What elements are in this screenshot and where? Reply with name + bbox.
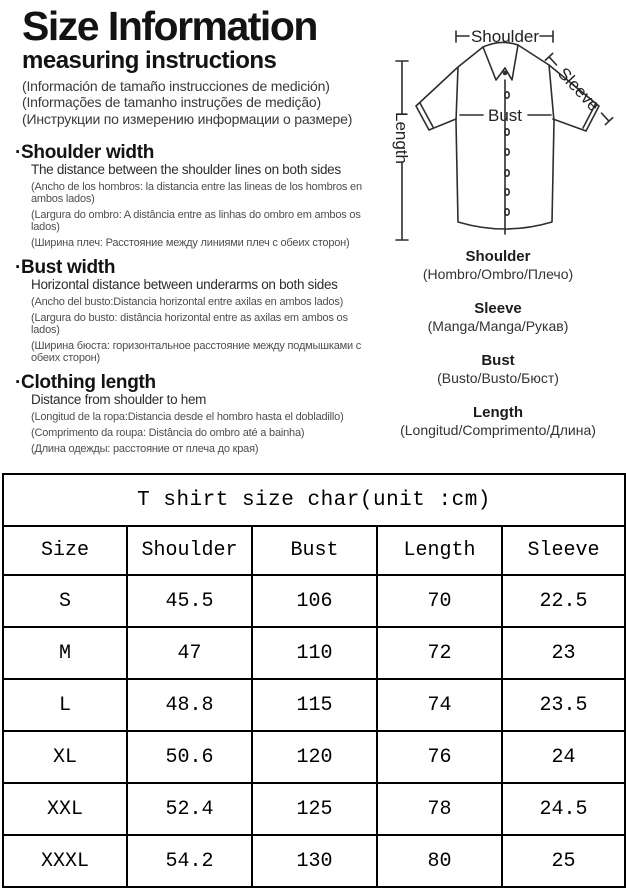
shirt-collar-left-lapel [483, 47, 505, 80]
legend-label: Sleeve [474, 300, 522, 317]
measurement-legend [372, 248, 624, 456]
size-cell: XXL [3, 783, 127, 835]
column-header-size: Size [3, 526, 127, 575]
column-header-length: Length [377, 526, 502, 575]
section-translation-pt: (Comprimento da roupa: Distância do ombro até a bainha) [31, 426, 305, 439]
shoulder-cell: 52.4 [127, 783, 252, 835]
section-translation-ru: (Длина одежды: расстояние от плеча до края) [31, 442, 259, 455]
sleeve-diagram-label: Sleeve [553, 63, 604, 115]
shirt-button [505, 170, 509, 176]
size-cell: XXXL [3, 835, 127, 887]
bullet-icon: · [15, 141, 22, 163]
shirt-button [505, 189, 509, 195]
legend-translation: (Manga/Manga/Рукав) [427, 318, 569, 334]
legend-translation: (Longitud/Comprimento/Длина) [400, 422, 596, 438]
shirt-left-sleeve [416, 67, 458, 130]
bust-diagram-label: Bust [487, 106, 523, 125]
table-row-l [3, 679, 625, 731]
section-translation-ru: (Ширина плеч: Расстояние между линиями плеч с обеих сторон) [31, 236, 350, 249]
legend-item-length [372, 404, 624, 439]
section-translation-es: (Ancho del busto:Distancia horizontal entre axilas en ambos lados) [31, 295, 344, 308]
size-cell: L [3, 679, 127, 731]
shoulder-cell: 47 [127, 627, 252, 679]
legend-item-bust [372, 352, 624, 387]
table-row-m [3, 627, 625, 679]
title-translation-ru: (Инструкции по измерению информации о размере) [22, 110, 353, 127]
title-translation-es: (Información de tamaño instrucciones de medición) [22, 78, 330, 94]
shoulder-cell: 50.6 [127, 731, 252, 783]
section-description: Horizontal distance between underarms on both sides [31, 276, 338, 292]
length-cell: 76 [377, 731, 502, 783]
shirt-button [505, 149, 509, 155]
bust-cell: 106 [252, 575, 377, 627]
legend-label: Shoulder [465, 248, 531, 265]
size-table-title-row [3, 474, 625, 526]
legend-item-sleeve [372, 300, 624, 335]
shoulder-cell: 48.8 [127, 679, 252, 731]
section-heading-text: Shoulder width [21, 141, 155, 163]
length-cell: 80 [377, 835, 502, 887]
section-shoulder-width [15, 141, 372, 249]
length-cell: 70 [377, 575, 502, 627]
column-header-bust: Bust [252, 526, 377, 575]
shirt-diagram-svg [372, 26, 626, 250]
section-description: The distance between the shoulder lines on both sides [31, 161, 341, 177]
section-translation-es: (Ancho de los hombros: la distancia entre las lineas de los hombros en ambos lados) [31, 180, 362, 205]
shirt-button [505, 92, 509, 98]
sleeve-cell: 23 [502, 627, 625, 679]
sleeve-cell: 24.5 [502, 783, 625, 835]
section-heading-text: Bust width [21, 256, 116, 278]
bust-cell: 125 [252, 783, 377, 835]
sleeve-cell: 23.5 [502, 679, 625, 731]
length-cell: 78 [377, 783, 502, 835]
section-bust-width [15, 256, 372, 364]
size-cell: M [3, 627, 127, 679]
section-description: Distance from shoulder to hem [31, 391, 207, 407]
section-translation-pt: (Largura do busto: distância horizontal entre as axilas em ambos os lados) [31, 311, 348, 336]
table-row-xxl [3, 783, 625, 835]
length-cell: 72 [377, 627, 502, 679]
size-table [2, 473, 626, 888]
legend-translation: (Busto/Busto/Бюст) [437, 370, 559, 386]
table-row-s [3, 575, 625, 627]
title-translation-pt: (Informações de tamanho instruções de medição) [22, 94, 321, 111]
shoulder-cell: 45.5 [127, 575, 252, 627]
shirt-button [505, 129, 509, 135]
section-clothing-length [15, 371, 372, 455]
sleeve-cell: 22.5 [502, 575, 625, 627]
sleeve-cell: 24 [502, 731, 625, 783]
section-translation-pt: (Largura do ombro: A distância entre as linhas do ombro em ambos os lados) [31, 208, 361, 233]
bullet-icon: · [15, 256, 22, 278]
section-heading [15, 256, 372, 278]
column-header-sleeve: Sleeve [502, 526, 625, 575]
bust-cell: 115 [252, 679, 377, 731]
page-title: Size Information [22, 3, 317, 49]
legend-translation: (Hombro/Ombro/Плечо) [422, 266, 574, 282]
sleeve-cell: 25 [502, 835, 625, 887]
instructions-column [15, 3, 372, 455]
column-header-shoulder: Shoulder [127, 526, 252, 575]
section-heading [15, 141, 372, 163]
length-cell: 74 [377, 679, 502, 731]
shirt-left-cuff-line [420, 103, 433, 127]
bullet-icon: · [15, 371, 22, 393]
shirt-collar-right-lapel [505, 45, 518, 80]
bust-cell: 130 [252, 835, 377, 887]
size-table-header-row [3, 526, 625, 575]
size-cell: XL [3, 731, 127, 783]
table-row-xxxl [3, 835, 625, 887]
table-row-xl [3, 731, 625, 783]
legend-label: Length [473, 404, 523, 421]
section-translation-ru: (Ширина бюста: горизонтальное расстояние между подмышками с обеих сторон) [31, 339, 362, 364]
legend-item-shoulder [372, 248, 624, 283]
shirt-collar-button [504, 72, 507, 75]
bust-cell: 110 [252, 627, 377, 679]
section-translation-es: (Longitud de la ropa:Distancia desde el hombro hasta el dobladillo) [31, 410, 344, 423]
legend-label: Bust [481, 352, 515, 369]
page-subtitle: measuring instructions [22, 47, 277, 74]
size-cell: S [3, 575, 127, 627]
bust-cell: 120 [252, 731, 377, 783]
section-heading-text: Clothing length [21, 371, 156, 393]
size-table-title: T shirt size char(unit :cm) [3, 474, 625, 526]
section-heading [15, 371, 372, 393]
length-diagram-label: Length [392, 112, 411, 164]
shoulder-diagram-label: Shoulder [470, 27, 540, 46]
shirt-button [505, 209, 509, 215]
shoulder-cell: 54.2 [127, 835, 252, 887]
shirt-measurement-diagram [372, 26, 626, 255]
